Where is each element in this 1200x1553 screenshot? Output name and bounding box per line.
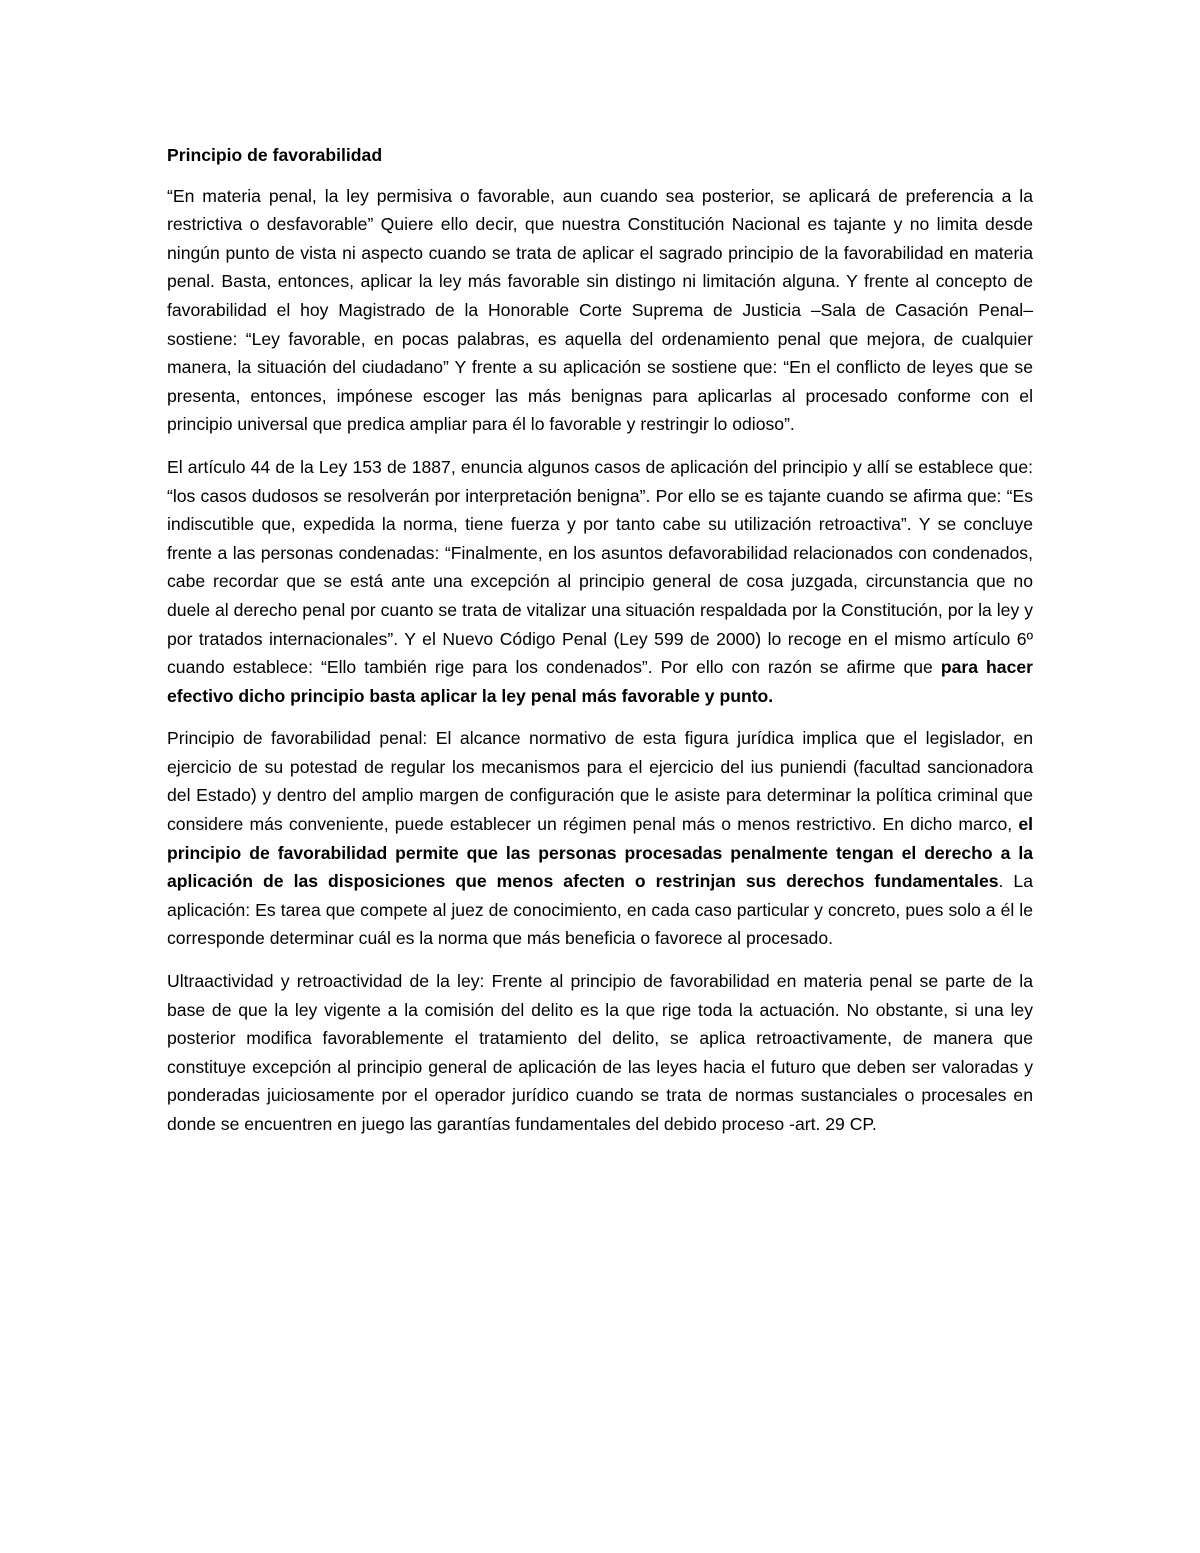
paragraph-1-text: “En materia penal, la ley permisiva o favorable, aun cuando sea posterior, se aplicará de preferencia a la restrictiva o desfavorable” Quiere ello decir, que nuestra Constitución Nacional es tajante y no limita desde ningún punto de vista ni aspecto cuando se trata de aplicar el sagrado principio de la favorabilidad en materia penal. Basta, entonces, aplicar la ley más favorable sin distingo ni limitación alguna. Y frente al concepto de favorabilidad el hoy Magistrado de la Honorable Corte Suprema de Justicia –Sala de Casación Penal– sostiene: “Ley favorable, en pocas palabras, es aquella del ordenamiento penal que mejora, de cualquier manera, la situación del ciudadano” Y frente a su aplicación se sostiene que: “En el conflicto de leyes que se presenta, entonces, impónese escoger las más benignas para aplicarlas al procesado conforme con el principio universal que predica ampliar para él lo favorable y restringir lo odioso”. — [167, 185, 1033, 435]
paragraph-1 — [167, 182, 1033, 439]
paragraph-4 — [167, 967, 1033, 1139]
paragraph-3 — [167, 724, 1033, 953]
paragraph-3-text-b: . La aplicación: Es tarea que compete al juez de conocimiento, en cada caso particular y concreto, pues solo a él le corresponde determinar cuál es la norma que más beneficia o favorece al procesado. — [167, 871, 1033, 949]
paragraph-4-text: Ultraactividad y retroactividad de la ley: Frente al principio de favorabilidad en materia penal se parte de la base de que la ley vigente a la comisión del delito es la que rige toda la actuación. No obstante, si una ley posterior modifica favorablemente el tratamiento del delito, se aplica retroactivamente, de manera que constituye excepción al principio general de aplicación de las leyes hacia el futuro que deben ser valoradas y ponderadas juiciosamente por el operador jurídico cuando se trata de normas sustanciales o procesales en donde se encuentren en juego las garantías fundamentales del debido proceso -art. 29 CP. — [167, 971, 1033, 1134]
paragraph-3-text-a: Principio de favorabilidad penal: El alcance normativo de esta figura jurídica implica que el legislador, en ejercicio de su potestad de regular los mecanismos para el ejercicio del ius puniendi (facultad sancionadora del Estado) y dentro del amplio margen de configuración que le asiste para determinar la política criminal que considere más conveniente, puede establecer un régimen penal más o menos restrictivo. En dicho marco, — [167, 728, 1033, 835]
document-title: Principio de favorabilidad — [167, 145, 383, 165]
paragraph-3-bold-text: el principio de favorabilidad permite que las personas procesadas penalmente tengan el derecho a la aplicación de las disposiciones que menos afecten o restrinjan sus derechos fundamentales — [167, 814, 1033, 892]
document-body — [167, 141, 1033, 1153]
paragraph-2-bold-text: para hacer efectivo dicho principio basta aplicar la ley penal más favorable y punto. — [167, 657, 1034, 706]
paragraph-2 — [167, 453, 1033, 710]
paragraph-2-text: El artículo 44 de la Ley 153 de 1887, enuncia algunos casos de aplicación del principio y allí se establece que: “los casos dudosos se resolverán por interpretación benigna”. Por ello se es tajante cuando se afirma que: “Es indiscutible que, expedida la norma, tiene fuerza y por tanto cabe su utilización retroactiva”. Y se concluye frente a las personas condenadas: “Finalmente, en los asuntos defavorabilidad relacionados con condenados, cabe recordar que se está ante una excepción al principio general de cosa juzgada, circunstancia que no duele al derecho penal por cuanto se trata de vitalizar una situación respaldada por la Constitución, por la ley y por tratados internacionales”. Y el Nuevo Código Penal (Ley 599 de 2000) lo recoge en el mismo artículo 6º cuando establece: “Ello también rige para los condenados”. Por ello con razón se afirme que — [167, 456, 1033, 678]
